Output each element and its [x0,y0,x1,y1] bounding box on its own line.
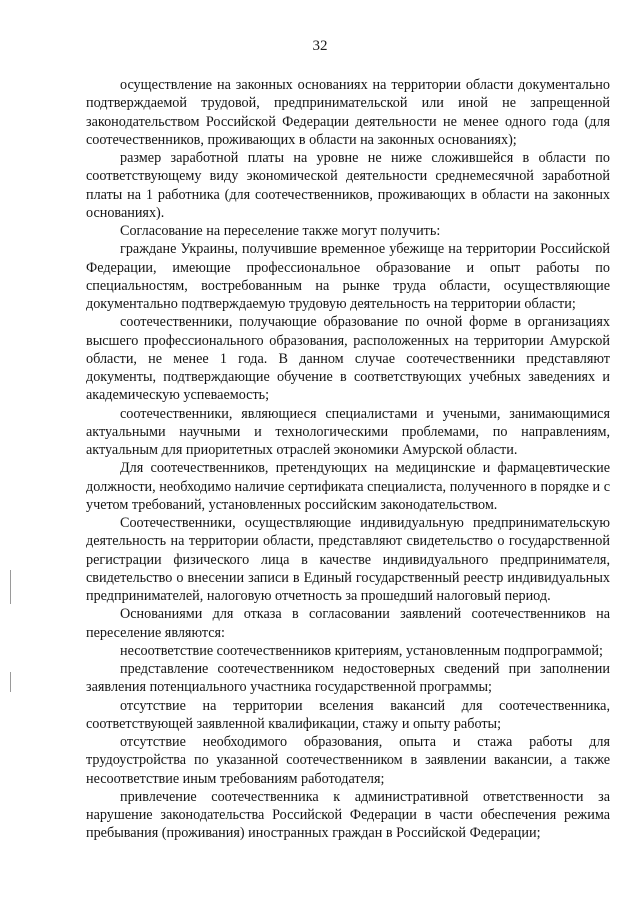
paragraph: привлечение соотечественника к административной ответственности за нарушение законодательства Российской Федерации в части обеспечения режима пребывания (проживания) иностранных граждан в Российской Федерации; [86,788,610,842]
paragraph: Основаниями для отказа в согласовании заявлений соотечественников на переселение являются: [86,606,610,641]
paragraph: осуществление на законных основаниях на территории области документально подтверждаемой трудовой, предпринимательской или иной не запрещенной законодательством Российской Федерации деятельности не менее одного года (для соотечественников, проживающих в области на законных основаниях); [86,77,610,148]
paragraph: представление соотечественником недостоверных сведений при заполнении заявления потенциального участника государственной программы; [86,661,610,696]
paragraph: граждане Украины, получившие временное убежище на территории Российской Федерации, имеющие профессиональное образование и опыт работы по специальностям, востребованным на рынке труда области, осуществляющие документально подтверждаемую трудовую деятельность на территории области; [86,241,610,312]
body-text [86,76,610,843]
paragraph: отсутствие на территории вселения вакансий для соотечественника, соответствующей заявленной квалификации, стажу и опыту работы; [86,697,610,732]
paragraph: размер заработной платы на уровне не ниже сложившейся в области по соответствующему виду экономической деятельности среднемесячной заработной платы на 1 работника (для соотечественников, проживающих в области на законных основаниях). [86,150,610,221]
paragraph: соотечественники, являющиеся специалистами и учеными, занимающимися актуальными научными и технологическими проблемами, по направлениям, актуальным для приоритетных отраслей экономики Амурской области. [86,405,610,458]
paragraph: Соотечественники, осуществляющие индивидуальную предпринимательскую деятельность на территории области, представляют свидетельство о государственной регистрации физического лица в качестве индивидуального предпринимателя, свидетельство о внесении записи в Единый государственный реестр индивидуальных предпринимателей, налоговую отчетность за прошедший налоговый период. [86,515,610,604]
page-number: 32 [312,38,328,54]
scan-margin-mark [10,672,11,692]
paragraph: несоответствие соотечественников критериям, установленным подпрограммой; [120,642,603,659]
paragraph: Для соотечественников, претендующих на медицинские и фармацевтические должности, необходимо наличие сертификата специалиста, полученного в порядке и с учетом требований, установленных российским законодательством. [86,460,610,513]
paragraph: отсутствие необходимого образования, опыта и стажа работы для трудоустройства по указанной соотечественником в заявлении вакансии, а также несоответствие иным требованиям работодателя; [86,734,610,787]
paragraph: соотечественники, получающие образование по очной форме в организациях высшего профессионального образования, расположенных на территории Амурской области, не менее 1 года. В данном случае соотечественники представляют документы, подтверждающие обучение в соответствующих учебных заведениях и академическую успеваемость; [86,314,610,404]
scan-margin-mark [10,570,11,604]
paragraph: Согласование на переселение также могут получить: [120,223,441,239]
